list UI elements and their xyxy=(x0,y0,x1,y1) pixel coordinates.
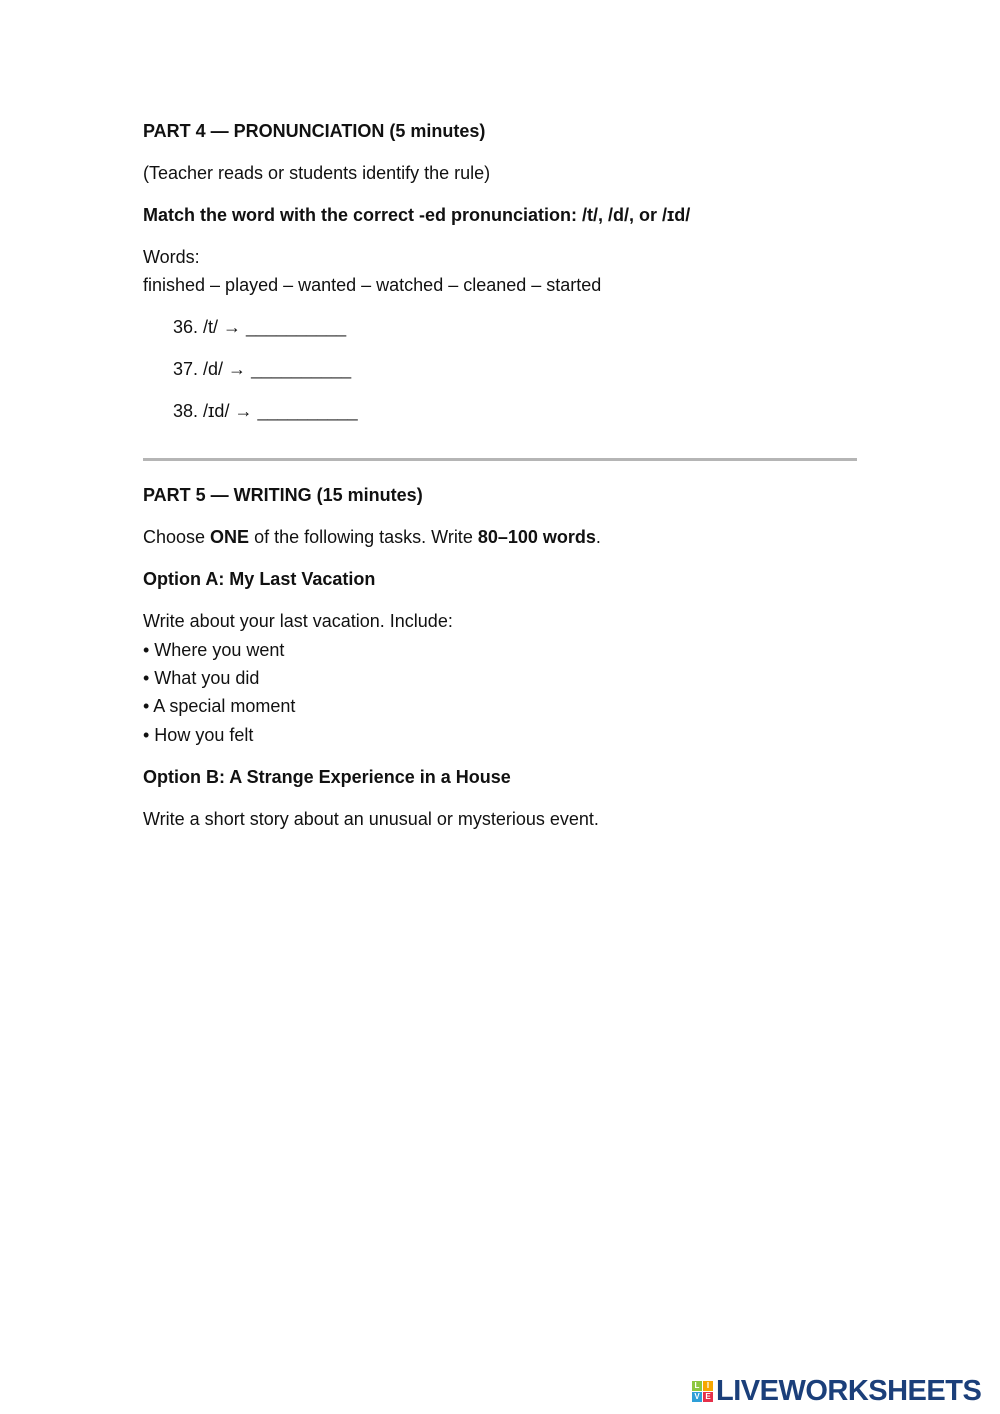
liveworksheets-logo xyxy=(692,1376,981,1406)
logo-tile: I xyxy=(703,1381,713,1391)
bullet-item: • A special moment xyxy=(143,696,296,716)
emphasis-word-count: 80–100 words xyxy=(477,527,596,547)
question-37 xyxy=(173,357,351,381)
words-list: finished – played – wanted – watched – cleaned – started xyxy=(143,275,602,295)
answer-blank[interactable]: __________ xyxy=(257,401,358,421)
text: . xyxy=(595,527,601,547)
text: of the following tasks. Write xyxy=(249,527,478,547)
logo-tile: V xyxy=(692,1392,702,1402)
bullet-item: • Where you went xyxy=(143,640,285,660)
option-a-title: Option A: My Last Vacation xyxy=(143,569,376,589)
option-a-intro: Write about your last vacation. Include: xyxy=(143,611,453,631)
question-label: 38. /ɪd/ → xyxy=(173,401,253,421)
logo-tile: L xyxy=(692,1381,702,1391)
emphasis-one: ONE xyxy=(210,527,250,547)
part5-instruction xyxy=(143,525,601,549)
section-divider xyxy=(143,458,857,461)
bullet-item: • What you did xyxy=(143,668,260,688)
part4-instruction: Match the word with the correct -ed pronunciation: /t/, /d/, or /ɪd/ xyxy=(143,205,691,225)
option-b-text: Write a short story about an unusual or mysterious event. xyxy=(143,809,599,829)
logo-tiles-icon xyxy=(692,1381,713,1402)
question-label: 36. /t/ → xyxy=(173,317,242,337)
text: Choose xyxy=(143,527,211,547)
answer-blank[interactable]: __________ xyxy=(246,317,347,337)
part4-note: (Teacher reads or students identify the rule) xyxy=(143,163,491,183)
bullet-item: • How you felt xyxy=(143,725,254,745)
logo-tile: E xyxy=(703,1392,713,1402)
question-label: 37. /d/ → xyxy=(173,359,247,379)
answer-blank[interactable]: __________ xyxy=(251,359,352,379)
option-b-title: Option B: A Strange Experience in a House xyxy=(143,767,511,787)
logo-text: LIVEWORKSHEETS xyxy=(716,1375,982,1407)
part4-title: PART 4 — PRONUNCIATION (5 minutes) xyxy=(143,121,486,141)
question-38 xyxy=(173,399,358,423)
part5-title: PART 5 — WRITING (15 minutes) xyxy=(143,485,423,505)
words-label: Words: xyxy=(143,247,200,267)
question-36 xyxy=(173,315,346,339)
